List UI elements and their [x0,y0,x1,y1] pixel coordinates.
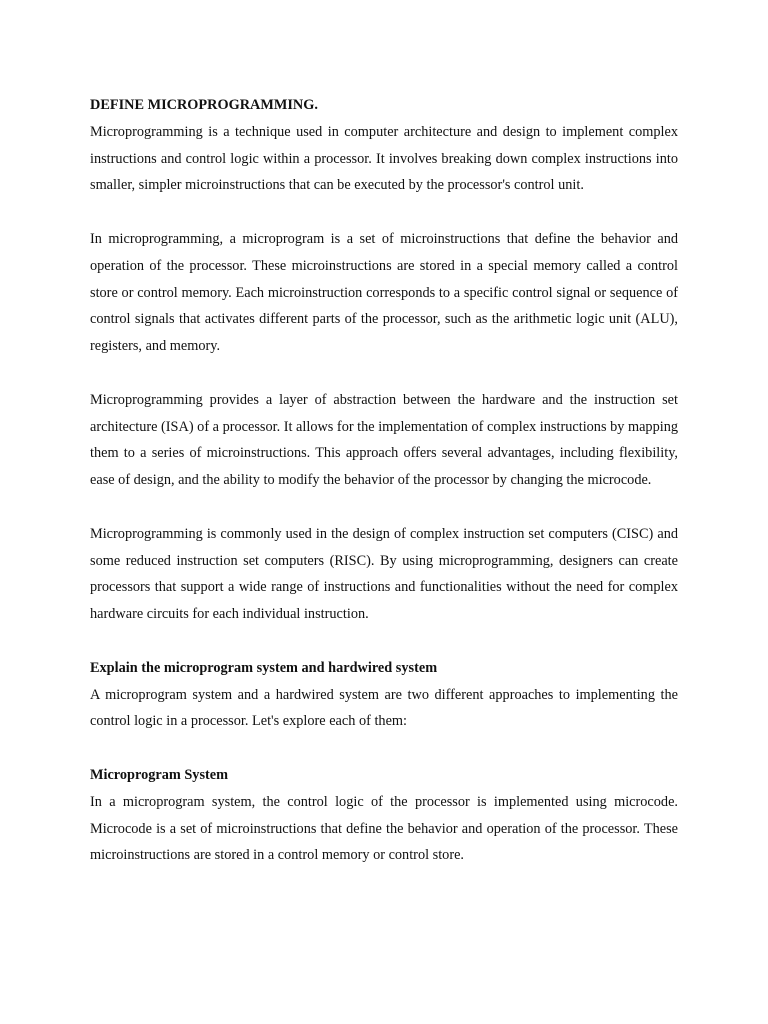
paragraph-cisc-risc: Microprogramming is commonly used in the design of complex instruction set computers (CISC) and some reduced instruction set computers (RISC). By using microprogramming, designers can create processors that support a wide range of instructions and functionalities without the need for complex hardware circuits for each individual instruction. [90,525,678,623]
paragraph-gap [90,628,678,655]
heading-microprogram-system: Microprogram System [90,766,229,783]
paragraph-gap [90,735,678,762]
paragraph-definition: Microprogramming is a technique used in computer architecture and design to implement complex instructions and control logic within a processor. It involves breaking down complex instructions into smaller, simpler microinstructions that can be executed by the processor's control unit. [90,123,678,194]
heading-explain-systems: Explain the microprogram system and hardwired system [90,659,438,676]
paragraph-microprogram-set: In microprogramming, a microprogram is a set of microinstructions that define the behavior and operation of the processor. These microinstructions are stored in a special memory called a control store or control memory. Each microinstruction corresponds to a specific control signal or sequence of control signals that activates different parts of the processor, such as the arithmetic logic unit (ALU), registers, and memory. [90,230,678,355]
heading-define-microprogramming: DEFINE MICROPROGRAMMING. [90,97,318,113]
paragraph-gap [90,494,678,521]
paragraph-abstraction-layer: Microprogramming provides a layer of abstraction between the hardware and the instruction set architecture (ISA) of a processor. It allows for the implementation of complex instructions by mapping them to a series of microinstructions. This approach offers several advantages, including flexibility, ease of design, and the ability to modify the behavior of the processor by changing the microcode. [90,391,679,489]
paragraph-microprogram-system: In a microprogram system, the control logic of the processor is implemented using microcode. Microcode is a set of microinstructions that define the behavior and operation of the processor. These microinstructions are stored in a control memory or control store. [90,793,678,864]
paragraph-two-approaches: A microprogram system and a hardwired system are two different approaches to implementing the control logic in a processor. Let's explore each of them: [90,686,678,730]
paragraph-gap [90,360,678,387]
paragraph-gap [90,199,678,226]
document-page [90,92,678,869]
